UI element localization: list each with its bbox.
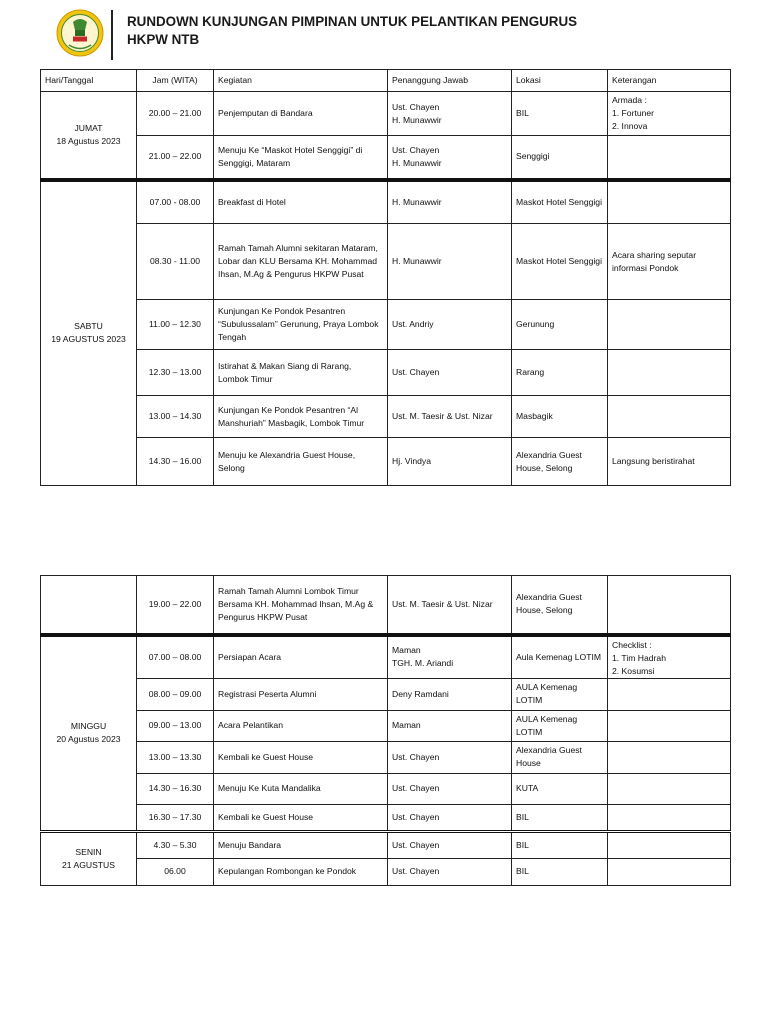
activity-cell: Registrasi Peserta Alumni bbox=[214, 678, 388, 710]
note-cell bbox=[608, 858, 731, 885]
pic-cell: Ust. Chayen bbox=[388, 858, 512, 885]
location-cell: Maskot Hotel Senggigi bbox=[512, 224, 608, 300]
title-line-1: RUNDOWN KUNJUNGAN PIMPINAN UNTUK PELANTIKAN PENGURUS bbox=[127, 14, 578, 29]
day-cell-empty bbox=[41, 576, 137, 635]
pic-cell: H. Munawwir bbox=[388, 224, 512, 300]
activity-cell: Kembali ke Guest House bbox=[214, 741, 388, 773]
table-row bbox=[41, 635, 731, 679]
pic-cell: Deny Ramdani bbox=[388, 678, 512, 710]
table-row bbox=[41, 858, 731, 885]
activity-cell: Menuju ke Alexandria Guest House, Selong bbox=[214, 438, 388, 486]
time-cell: 21.00 – 22.00 bbox=[137, 136, 214, 180]
note-cell bbox=[608, 396, 731, 438]
table-row bbox=[41, 741, 731, 773]
table-row bbox=[41, 438, 731, 486]
time-cell: 07.00 - 08.00 bbox=[137, 180, 214, 224]
day-cell bbox=[41, 635, 137, 832]
pic-cell: Maman bbox=[388, 710, 512, 741]
table-row bbox=[41, 300, 731, 350]
pic-cell: Ust. Chayen H. Munawwir bbox=[388, 136, 512, 180]
time-cell: 09.00 – 13.00 bbox=[137, 710, 214, 741]
time-cell: 14.30 – 16.30 bbox=[137, 773, 214, 804]
note-cell bbox=[608, 350, 731, 396]
time-cell: 14.30 – 16.00 bbox=[137, 438, 214, 486]
location-cell: Maskot Hotel Senggigi bbox=[512, 180, 608, 224]
day-name: MINGGU bbox=[70, 721, 107, 731]
header-divider bbox=[111, 10, 113, 60]
pic-cell: Ust. M. Taesir & Ust. Nizar bbox=[388, 576, 512, 635]
location-cell: AULA Kemenag LOTIM bbox=[512, 678, 608, 710]
note-cell bbox=[608, 576, 731, 635]
location-cell: AULA Kemenag LOTIM bbox=[512, 710, 608, 741]
pic-cell: Ust. Chayen H. Munawwir bbox=[388, 92, 512, 136]
pic-cell: Ust. Chayen bbox=[388, 773, 512, 804]
pic-cell: Ust. Chayen bbox=[388, 804, 512, 831]
day-cell bbox=[41, 180, 137, 486]
activity-cell: Kunjungan Ke Pondok Pesantren “Subulussalam” Gerunung, Praya Lombok Tengah bbox=[214, 300, 388, 350]
note-cell bbox=[608, 710, 731, 741]
activity-cell: Acara Pelantikan bbox=[214, 710, 388, 741]
activity-cell: Kepulangan Rombongan ke Pondok bbox=[214, 858, 388, 885]
time-cell: 19.00 – 22.00 bbox=[137, 576, 214, 635]
note-cell: Acara sharing seputar informasi Pondok bbox=[608, 224, 731, 300]
time-cell: 13.00 – 14.30 bbox=[137, 396, 214, 438]
location-cell: Alexandria Guest House, Selong bbox=[512, 438, 608, 486]
activity-cell: Breakfast di Hotel bbox=[214, 180, 388, 224]
column-header: Kegiatan bbox=[214, 70, 388, 92]
rundown-table-2 bbox=[40, 575, 731, 886]
activity-cell: Ramah Tamah Alumni Lombok Timur Bersama KH. Mohammad Ihsan, M.Ag & Pengurus HKPW Pusat bbox=[214, 576, 388, 635]
hkpw-logo-emblem bbox=[56, 9, 104, 57]
note-cell bbox=[608, 804, 731, 831]
note-cell bbox=[608, 136, 731, 180]
note-cell bbox=[608, 678, 731, 710]
column-header: Jam (WITA) bbox=[137, 70, 214, 92]
table-row bbox=[41, 831, 731, 858]
location-cell: Rarang bbox=[512, 350, 608, 396]
pic-cell: Ust. Andriy bbox=[388, 300, 512, 350]
table-row bbox=[41, 710, 731, 741]
table-row bbox=[41, 180, 731, 224]
table-row bbox=[41, 678, 731, 710]
location-cell: Gerunung bbox=[512, 300, 608, 350]
note-cell: Armada : 1. Fortuner 2. Innova bbox=[608, 92, 731, 136]
location-cell: BIL bbox=[512, 831, 608, 858]
table-row bbox=[41, 224, 731, 300]
pic-cell: Ust. Chayen bbox=[388, 741, 512, 773]
document-title bbox=[127, 13, 577, 49]
note-cell bbox=[608, 180, 731, 224]
location-cell: BIL bbox=[512, 92, 608, 136]
activity-cell: Menuju Ke Kuta Mandalika bbox=[214, 773, 388, 804]
pic-cell: Ust. M. Taesir & Ust. Nizar bbox=[388, 396, 512, 438]
day-cell bbox=[41, 831, 137, 885]
day-name: SENIN bbox=[75, 846, 102, 857]
pic-cell: H. Munawwir bbox=[388, 180, 512, 224]
table-row bbox=[41, 576, 731, 635]
day-name: SABTU bbox=[74, 321, 103, 332]
hkpw-logo bbox=[56, 9, 104, 57]
activity-cell: Persiapan Acara bbox=[214, 635, 388, 679]
time-cell: 11.00 – 12.30 bbox=[137, 300, 214, 350]
note-cell bbox=[608, 300, 731, 350]
time-cell: 16.30 – 17.30 bbox=[137, 804, 214, 831]
activity-cell: Ramah Tamah Alumni sekitaran Mataram, Lobar dan KLU Bersama KH. Mohammad Ihsan, M.Ag & Pengurus HKPW Pusat bbox=[214, 224, 388, 300]
activity-cell: Kunjungan Ke Pondok Pesantren “Al Manshuriah” Masbagik, Lombok Timur bbox=[214, 396, 388, 438]
pic-cell: Maman TGH. M. Ariandi bbox=[388, 635, 512, 679]
time-cell: 4.30 – 5.30 bbox=[137, 831, 214, 858]
column-header: Penanggung Jawab bbox=[388, 70, 512, 92]
activity-cell: Istirahat & Makan Siang di Rarang, Lombok Timur bbox=[214, 350, 388, 396]
location-cell: Alexandria Guest House, Selong bbox=[512, 576, 608, 635]
time-cell: 08.30 - 11.00 bbox=[137, 224, 214, 300]
note-cell bbox=[608, 831, 731, 858]
table-row bbox=[41, 773, 731, 804]
table-row bbox=[41, 92, 731, 136]
location-cell: KUTA bbox=[512, 773, 608, 804]
location-cell: Senggigi bbox=[512, 136, 608, 180]
location-cell: Masbagik bbox=[512, 396, 608, 438]
table-row bbox=[41, 396, 731, 438]
time-cell: 20.00 – 21.00 bbox=[137, 92, 214, 136]
time-cell: 13.00 – 13.30 bbox=[137, 741, 214, 773]
time-cell: 07.00 – 08.00 bbox=[137, 635, 214, 679]
pic-cell: Hj. Vindya bbox=[388, 438, 512, 486]
time-cell: 12.30 – 13.00 bbox=[137, 350, 214, 396]
column-header: Keterangan bbox=[608, 70, 731, 92]
pic-cell: Ust. Chayen bbox=[388, 831, 512, 858]
time-cell: 08.00 – 09.00 bbox=[137, 678, 214, 710]
activity-cell: Penjemputan di Bandara bbox=[214, 92, 388, 136]
location-cell: BIL bbox=[512, 858, 608, 885]
note-cell bbox=[608, 741, 731, 773]
column-header: Hari/Tanggal bbox=[41, 70, 137, 92]
activity-cell: Menuju Ke “Maskot Hotel Senggigi” di Senggigi, Mataram bbox=[214, 136, 388, 180]
location-cell: BIL bbox=[512, 804, 608, 831]
time-cell: 06.00 bbox=[137, 858, 214, 885]
column-header: Lokasi bbox=[512, 70, 608, 92]
rundown-table-1 bbox=[40, 69, 731, 486]
table-row bbox=[41, 804, 731, 831]
day-date: 21 AGUSTUS bbox=[61, 859, 115, 870]
day-date: 20 Agustus 2023 bbox=[56, 734, 121, 744]
location-cell: Alexandria Guest House bbox=[512, 741, 608, 773]
title-line-2: HKPW NTB bbox=[127, 32, 200, 47]
header-row bbox=[41, 70, 731, 92]
note-cell: Langsung beristirahat bbox=[608, 438, 731, 486]
table-row bbox=[41, 350, 731, 396]
location-cell: Aula Kemenag LOTIM bbox=[512, 635, 608, 679]
pic-cell: Ust. Chayen bbox=[388, 350, 512, 396]
note-cell bbox=[608, 773, 731, 804]
activity-cell: Menuju Bandara bbox=[214, 831, 388, 858]
day-name: JUMAT bbox=[74, 122, 103, 133]
table-row bbox=[41, 136, 731, 180]
day-date: 18 Agustus 2023 bbox=[56, 135, 121, 146]
day-date: 19 AGUSTUS 2023 bbox=[51, 334, 126, 345]
note-cell: Checklist : 1. Tim Hadrah 2. Kosumsi bbox=[608, 635, 731, 679]
document-header bbox=[0, 0, 768, 64]
day-cell bbox=[41, 92, 137, 180]
activity-cell: Kembali ke Guest House bbox=[214, 804, 388, 831]
